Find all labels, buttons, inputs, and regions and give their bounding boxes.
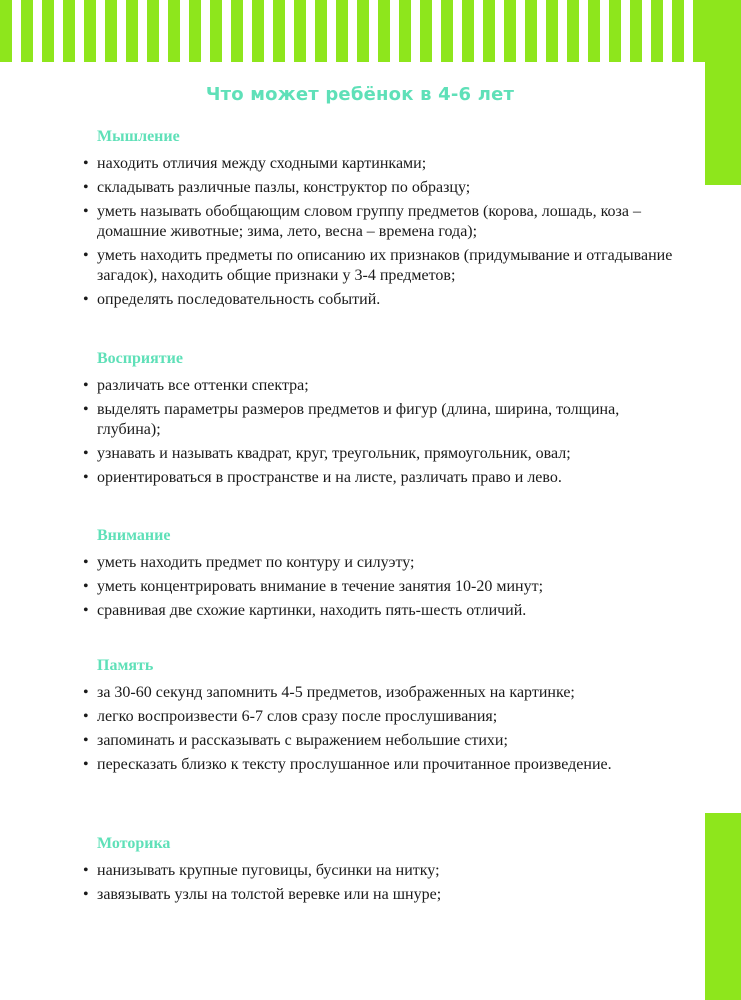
page-title: Что может ребёнок в 4-6 лет	[205, 84, 515, 105]
list-item: • ориентироваться в пространстве и на листе, различать право и лево.	[83, 468, 673, 488]
section-memory	[83, 657, 673, 779]
bullet-list	[83, 861, 673, 905]
section-heading: Внимание	[97, 527, 171, 544]
list-item: • завязывать узлы на толстой веревке или на шнуре;	[83, 885, 673, 905]
list-item: • уметь концентрировать внимание в течение занятия 10-20 минут;	[83, 577, 673, 597]
section-attention	[83, 527, 673, 625]
bullet-list	[83, 154, 673, 310]
bullet-list	[83, 376, 673, 488]
list-item: • уметь находить предмет по контуру и силуэту;	[83, 553, 673, 573]
section-heading: Моторика	[97, 835, 171, 852]
list-item: • складывать различные пазлы, конструктор по образцу;	[83, 178, 673, 198]
section-thinking	[83, 128, 673, 314]
list-item: • пересказать близко к тексту прослушанное или прочитанное произведение.	[83, 755, 673, 775]
bullet-list	[83, 553, 673, 621]
list-item: • узнавать и называть квадрат, круг, треугольник, прямоугольник, овал;	[83, 444, 673, 464]
list-item: • запоминать и рассказывать с выражением небольшие стихи;	[83, 731, 673, 751]
section-perception	[83, 350, 673, 492]
section-heading: Мышление	[97, 128, 180, 145]
list-item: • нанизывать крупные пуговицы, бусинки на нитку;	[83, 861, 673, 881]
section-motor-skills	[83, 835, 673, 909]
list-item: • находить отличия между сходными картинками;	[83, 154, 673, 174]
list-item: • уметь называть обобщающим словом группу предметов (корова, лошадь, коза – домашние животные; зима, лето, весна – времена года);	[83, 202, 673, 242]
section-heading: Восприятие	[97, 350, 183, 367]
list-item: • сравнивая две схожие картинки, находить пять-шесть отличий.	[83, 601, 673, 621]
list-item: • уметь находить предметы по описанию их признаков (придумывание и отгадывание загадок), находить общие признаки у 3-4 предметов;	[83, 246, 673, 286]
bullet-list	[83, 683, 673, 775]
list-item: • определять последовательность событий.	[83, 290, 673, 310]
section-heading: Память	[97, 657, 154, 674]
list-item: • выделять параметры размеров предметов и фигур (длина, ширина, толщина, глубина);	[83, 400, 673, 440]
top-stripe-border	[0, 0, 741, 62]
right-side-bar-bottom	[705, 813, 741, 1000]
list-item: • различать все оттенки спектра;	[83, 376, 673, 396]
list-item: • легко воспроизвести 6-7 слов сразу после прослушивания;	[83, 707, 673, 727]
list-item: • за 30-60 секунд запомнить 4-5 предметов, изображенных на картинке;	[83, 683, 673, 703]
